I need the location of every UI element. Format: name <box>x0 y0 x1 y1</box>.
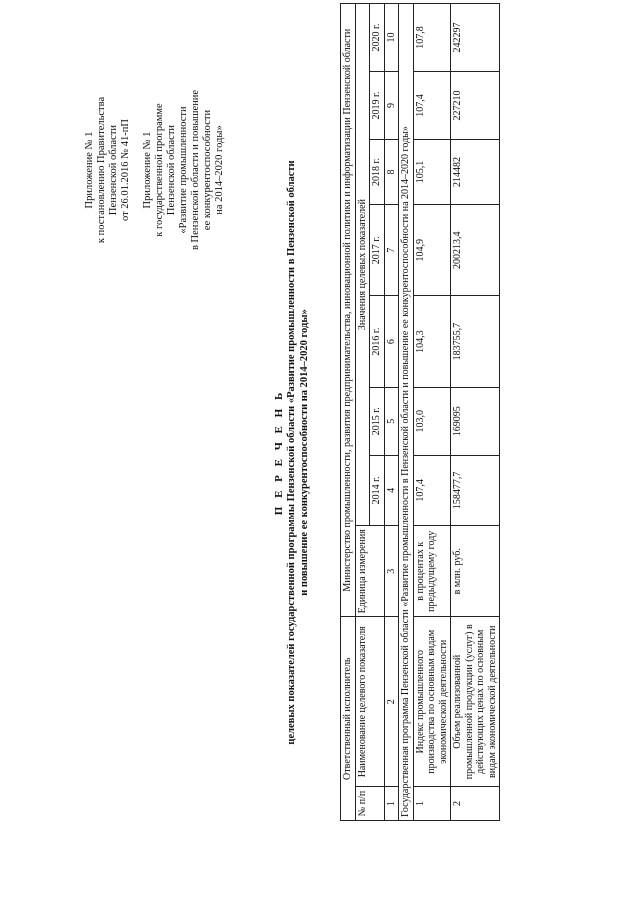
appendix-header-decree <box>84 65 132 275</box>
year-cell: 2019 г. <box>370 72 385 140</box>
appendix-line: ее конкурентоспособности <box>202 109 213 231</box>
value-cell: 183755,7 <box>451 296 500 387</box>
appendix-line: к государственной программе <box>154 103 165 237</box>
appendix-line: от 26.01.2016 № 41-пП <box>120 118 131 222</box>
value-cell: 227210 <box>451 72 500 140</box>
value-cell: 242297 <box>451 4 500 72</box>
table-row <box>413 4 451 821</box>
year-cell: 2015 г. <box>370 387 385 455</box>
program-row <box>399 4 414 821</box>
appendix-line: к постановлению Правительства <box>96 96 107 244</box>
column-number: 1 <box>384 787 399 821</box>
col-header-name: Наименование целевого показателя <box>355 617 384 787</box>
column-number: 2 <box>384 617 399 787</box>
column-number: 4 <box>384 455 399 525</box>
year-cell: 2014 г. <box>370 455 385 525</box>
appendix-header-program <box>142 65 226 275</box>
column-number: 8 <box>384 139 399 204</box>
document-title <box>272 0 311 905</box>
value-cell: 105,1 <box>413 139 451 204</box>
year-cell: 2020 г. <box>370 4 385 72</box>
row-number: 2 <box>451 787 500 821</box>
column-number: 9 <box>384 72 399 140</box>
value-cell: 107,8 <box>413 4 451 72</box>
responsible-row <box>341 4 356 821</box>
column-number: 3 <box>384 526 399 617</box>
indicator-unit: в процентах к предыдущему году <box>413 526 451 617</box>
col-header-values: Значения целевых показателей <box>355 4 370 526</box>
value-cell: 104,9 <box>413 205 451 296</box>
title-line: целевых показателей государственной программы Пензенской области «Развитие промышленности в Пензенской области <box>286 160 297 745</box>
responsible-label: Ответственный исполнитель <box>341 617 356 821</box>
indicator-name: Индекс промышленного производства по основным видам экономической деятельности <box>413 617 451 787</box>
column-number: 6 <box>384 296 399 387</box>
title-line: и повышение ее конкурентоспособности на 2014–2020 годы» <box>298 309 310 596</box>
col-header-unit: Единица измерения <box>355 526 384 617</box>
value-cell: 158477,7 <box>451 455 500 525</box>
column-number: 5 <box>384 387 399 455</box>
indicator-name: Объем реализованной промышленной продукции (услуг) в действующих ценах по основным видам экономической деятельности <box>451 617 500 787</box>
col-header-number: № п/п <box>355 787 384 821</box>
value-cell: 104,3 <box>413 296 451 387</box>
responsible-value: Министерство промышленности, развития предпринимательства, инновационной политики и информатизации Пензенской области <box>341 4 356 617</box>
appendix-line: на 2014–2020 годы» <box>214 125 225 215</box>
year-cell: 2018 г. <box>370 139 385 204</box>
program-title: Государственная программа Пензенской области «Развитие промышленности в Пензенской области и повышение ее конкурентоспособности на 2014–2020 годы» <box>399 4 414 821</box>
appendix-line: «Развитие промышленности <box>178 106 189 234</box>
column-number: 7 <box>384 205 399 296</box>
value-cell: 107,4 <box>413 72 451 140</box>
value-cell: 214482 <box>451 139 500 204</box>
appendix-line: Приложение № 1 <box>84 131 95 209</box>
header-row <box>355 4 370 821</box>
appendix-line: Пензенской области <box>108 124 119 216</box>
indicators-table <box>340 3 500 821</box>
indicator-unit: в млн. руб. <box>451 526 500 617</box>
appendix-line: Приложение № 1 <box>142 131 153 209</box>
column-numbers-row <box>384 4 399 821</box>
value-cell: 169095 <box>451 387 500 455</box>
year-cell: 2017 г. <box>370 205 385 296</box>
appendix-line: в Пензенской области и повышение <box>190 89 201 251</box>
title-heading: П Е Р Е Ч Е Н Ь <box>273 389 285 516</box>
column-number: 10 <box>384 4 399 72</box>
value-cell: 200213,4 <box>451 205 500 296</box>
appendix-line: Пензенской области <box>166 124 177 216</box>
value-cell: 103,0 <box>413 387 451 455</box>
year-cell: 2016 г. <box>370 296 385 387</box>
table-row <box>451 4 500 821</box>
row-number: 1 <box>413 787 451 821</box>
value-cell: 107,4 <box>413 455 451 525</box>
